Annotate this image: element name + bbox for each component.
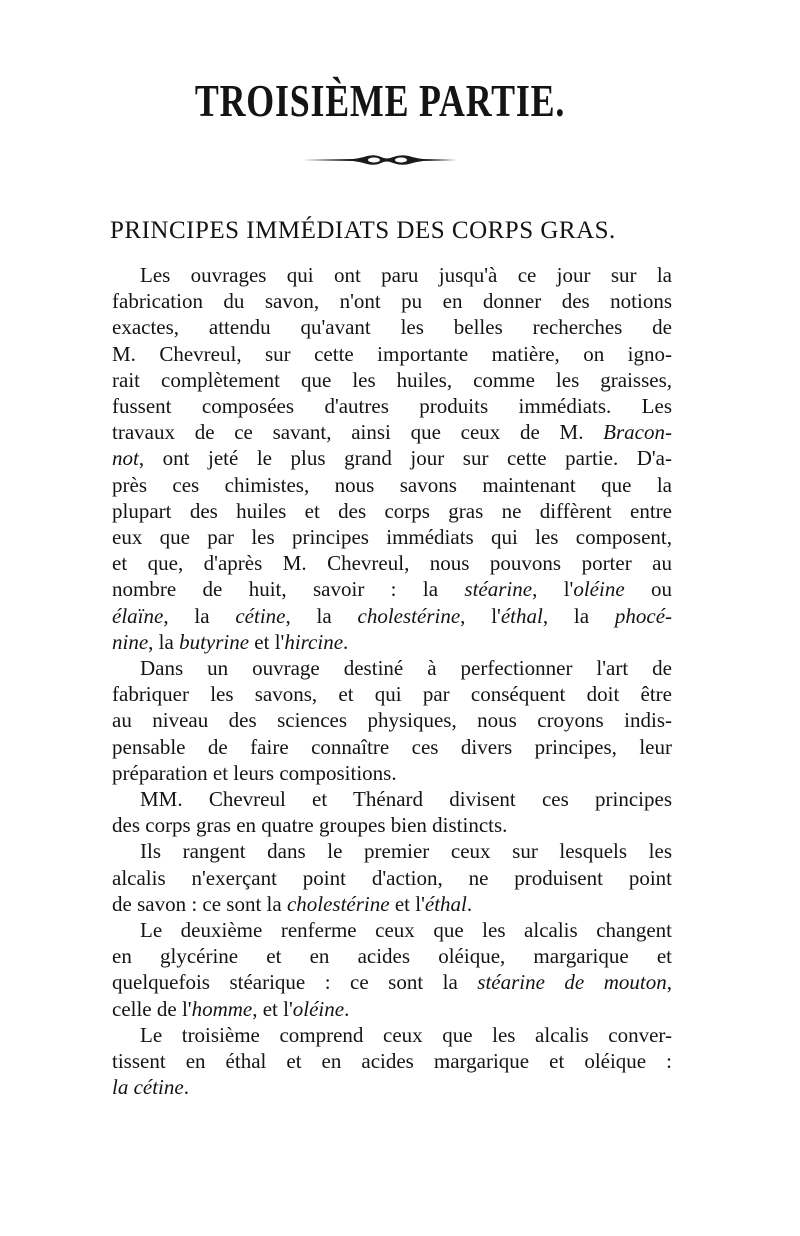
text-run: exactes, attendu qu'avant les belles recherches de — [112, 315, 672, 340]
text-run: pensable de faire connaître ces divers principes, leur — [112, 734, 672, 759]
italic-term: not — [112, 446, 139, 471]
text-line — [112, 1022, 672, 1048]
text-line — [112, 314, 672, 340]
text-run: . — [344, 996, 350, 1021]
ornament-divider-icon — [295, 148, 465, 170]
text-run: eux que par les principes immédiats qui les composent, — [112, 525, 672, 550]
italic-term: stéarine — [464, 577, 533, 602]
text-line — [112, 603, 672, 629]
text-run: tissent en éthal et en acides margarique et oléique : — [112, 1049, 672, 1074]
text-line — [112, 681, 672, 707]
text-run: près ces chimistes, nous savons maintenant que la — [112, 472, 672, 497]
text-run: MM. Chevreul et Thénard divisent ces principes — [140, 787, 672, 812]
italic-term: hircine — [284, 629, 344, 654]
text-line — [112, 812, 672, 838]
italic-term: phocé- — [614, 603, 673, 628]
text-line — [112, 629, 672, 655]
italic-term: butyrine — [179, 629, 250, 654]
text-run: Le troisième comprend ceux que les alcalis conver- — [140, 1022, 672, 1047]
text-run: Dans un ouvrage destiné à perfectionner l'art de — [140, 656, 672, 681]
text-run: , — [666, 970, 672, 995]
text-line — [112, 524, 672, 550]
text-run: ou — [624, 577, 673, 602]
text-line — [112, 786, 672, 812]
text-run: nombre de huit, savoir : la — [112, 577, 465, 602]
italic-term: cholestérine — [357, 603, 461, 628]
italic-term: stéarine de mouton — [477, 970, 667, 995]
text-run: , l' — [460, 603, 501, 628]
text-run: , la — [148, 629, 180, 654]
text-line — [112, 419, 672, 445]
italic-term: éthal — [424, 891, 467, 916]
text-line — [112, 865, 672, 891]
text-line — [112, 445, 672, 471]
text-run: , l' — [532, 577, 574, 602]
body-text — [112, 262, 672, 1101]
text-run: et l' — [249, 629, 285, 654]
text-line — [112, 996, 672, 1022]
italic-term: cétine — [235, 603, 286, 628]
paragraph — [112, 655, 672, 786]
text-line — [112, 655, 672, 681]
italic-term: oléine — [573, 577, 625, 602]
text-run: Ils rangent dans le premier ceux sur lesquels les — [140, 839, 672, 864]
text-line — [112, 917, 672, 943]
text-line — [112, 707, 672, 733]
text-run: . — [183, 1075, 189, 1100]
text-line — [112, 262, 672, 288]
text-run: Le deuxième renferme ceux que les alcalis changent — [140, 918, 672, 943]
text-line — [112, 288, 672, 314]
text-line — [112, 760, 672, 786]
text-run: . — [466, 891, 473, 916]
italic-term: nine — [112, 629, 149, 654]
text-run: fabriquer les savons, et qui par conséquent doit être — [112, 682, 672, 707]
italic-term: homme — [191, 996, 253, 1021]
text-line — [112, 393, 672, 419]
text-line — [112, 576, 672, 602]
text-run: , et l' — [252, 996, 293, 1021]
text-run: préparation et leurs compositions. — [112, 760, 397, 785]
text-run: fabrication du savon, n'ont pu en donner des notions — [112, 289, 672, 314]
text-run: M. Chevreul, sur cette importante matière, on igno- — [112, 341, 672, 366]
text-run: plupart des huiles et des corps gras ne diffèrent entre — [112, 498, 672, 523]
text-line — [112, 838, 672, 864]
italic-term: cholestérine — [286, 891, 390, 916]
text-line — [112, 1048, 672, 1074]
text-run: alcalis n'exerçant point d'action, ne produisent point — [112, 865, 672, 890]
paragraph — [112, 786, 672, 838]
paragraph — [112, 262, 672, 655]
text-run: , ont jeté le plus grand jour sur cette partie. D'a- — [138, 446, 672, 471]
paragraph — [112, 917, 672, 1022]
text-run: , la — [285, 603, 358, 628]
text-line — [112, 943, 672, 969]
text-line — [112, 734, 672, 760]
paragraph — [112, 838, 672, 917]
text-run: des corps gras en quatre groupes bien distincts. — [112, 813, 508, 838]
text-run: fussent composées d'autres produits immédiats. Les — [112, 394, 672, 419]
text-line — [112, 1074, 672, 1100]
text-line — [112, 367, 672, 393]
text-line — [112, 891, 672, 917]
text-run: travaux de ce savant, ainsi que ceux de M. — [112, 420, 604, 445]
italic-term: Bracon- — [603, 420, 672, 445]
text-run: et l' — [389, 891, 425, 916]
text-run: , la — [163, 603, 236, 628]
text-run: quelquefois stéarique : ce sont la — [112, 970, 478, 995]
text-run: au niveau des sciences physiques, nous croyons indis- — [112, 708, 672, 733]
text-run: de savon : ce sont la — [112, 891, 287, 916]
text-line — [112, 341, 672, 367]
italic-term: oléine — [292, 996, 345, 1021]
text-run: Les ouvrages qui ont paru jusqu'à ce jour sur la — [140, 263, 672, 287]
italic-term: éthal — [500, 603, 543, 628]
italic-term: la cétine — [112, 1075, 184, 1100]
part-title: TROISIÈME PARTIE. — [194, 75, 566, 126]
text-line — [112, 472, 672, 498]
text-run: celle de l' — [112, 996, 192, 1021]
text-run: en glycérine et en acides oléique, margarique et — [112, 944, 672, 969]
text-line — [112, 498, 672, 524]
text-run: et que, d'après M. Chevreul, nous pouvons porter au — [112, 551, 672, 576]
text-run: , la — [542, 603, 615, 628]
text-run: . — [343, 629, 349, 654]
text-line — [112, 969, 672, 995]
section-heading: PRINCIPES IMMÉDIATS DES CORPS GRAS. — [110, 217, 616, 244]
italic-term: élaïne — [112, 603, 164, 628]
text-line — [112, 550, 672, 576]
paragraph — [112, 1022, 672, 1101]
text-run: rait complètement que les huiles, comme les graisses, — [112, 367, 672, 392]
